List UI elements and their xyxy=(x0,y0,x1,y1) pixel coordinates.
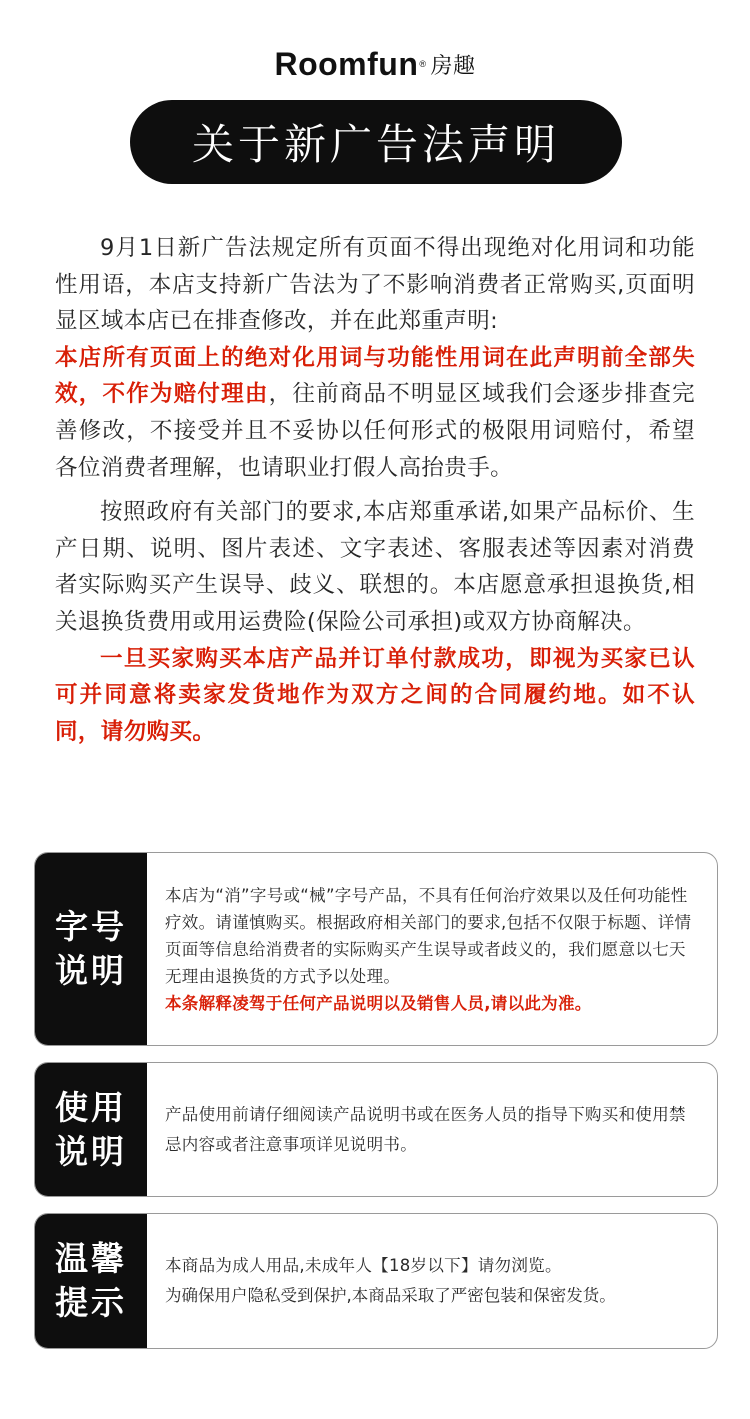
paragraph-3-highlight: 一旦买家购买本店产品并订单付款成功，即视为买家已认可并同意将卖家发货地作为双方之间的合同履约地。如不认同，请勿购买。 xyxy=(55,645,695,745)
paragraph-2: 按照政府有关部门的要求,本店郑重承诺,如果产品标价、生产日期、说明、图片表述、文字表述、客服表述等因素对消费者实际购买产生误导、歧义、联想的。本店愿意承担退换货,相关退换货费用或用运费险(保险公司承担)或双方协商解决。 xyxy=(55,499,695,635)
notice-box-label-line1: 使用 xyxy=(55,1087,127,1127)
declaration-body xyxy=(55,230,695,750)
notice-box-content xyxy=(147,1063,717,1196)
brand-logo-text: Roomfun xyxy=(274,45,419,82)
notice-box-content xyxy=(147,1214,717,1348)
notice-box-line-1: 本商品为成人用品,未成年人【18岁以下】请勿浏览。 xyxy=(165,1256,562,1275)
notice-box-usage xyxy=(34,1062,718,1197)
paragraph-1-tail: ，往前商品不明显区域我们会逐步排查完善修改，不接受并且不妥协以任何形式的极限用词赔付，希望各位消费者理解，也请职业打假人高抬贵手。 xyxy=(55,381,695,481)
notice-box-label-line2: 说明 xyxy=(55,951,127,990)
notice-box-label-line1: 字号 xyxy=(55,907,127,946)
notice-box-label-line2: 说明 xyxy=(55,1131,127,1171)
page-title: 关于新广告法声明 xyxy=(130,100,622,184)
notice-box-label-line1: 温馨 xyxy=(55,1239,127,1278)
notice-box-line-2: 为确保用户隐私受到保护,本商品采取了严密包装和保密发货。 xyxy=(165,1286,616,1305)
paragraph-1-highlight: 本店所有页面上的绝对化用词与功能性用词在此声明前全部失效，不作为赔付理由 xyxy=(55,344,695,408)
notice-box-content xyxy=(147,853,717,1045)
brand-logo-chinese: 房趣 xyxy=(430,52,476,78)
notice-box-text: 产品使用前请仔细阅读产品说明书或在医务人员的指导下购买和使用禁忌内容或者注意事项详见说明书。 xyxy=(165,1104,686,1154)
paragraph-1-text: 9月1日新广告法规定所有页面不得出现绝对化用词和功能性用语，本店支持新广告法为了不影响消费者正常购买,页面明显区域本店已在排查修改，并在此郑重声明: xyxy=(55,235,695,335)
notice-box-product-type xyxy=(34,852,718,1046)
notice-box-highlight: 本条解释凌驾于任何产品说明以及销售人员,请以此为准。 xyxy=(165,993,592,1013)
notice-box-label-line2: 提示 xyxy=(55,1283,127,1322)
notice-box-reminder xyxy=(34,1213,718,1349)
notice-box-label xyxy=(35,1214,147,1348)
notice-box-text: 本店为“消”字号或“械”字号产品，不具有任何治疗效果以及任何功能性疗效。请谨慎购买。根据政府相关部门的要求,包括不仅限于标题、详情页面等信息给消费者的实际购买产生误导或者歧义的，我们愿意以七天无理由退换货的方式予以处理。 xyxy=(165,885,692,986)
notice-box-label xyxy=(35,1063,147,1196)
brand-logo xyxy=(274,46,475,83)
paragraph-1 xyxy=(55,230,695,486)
notice-box-label xyxy=(35,853,147,1045)
registered-mark: ® xyxy=(419,59,427,69)
logo-row xyxy=(0,44,750,84)
